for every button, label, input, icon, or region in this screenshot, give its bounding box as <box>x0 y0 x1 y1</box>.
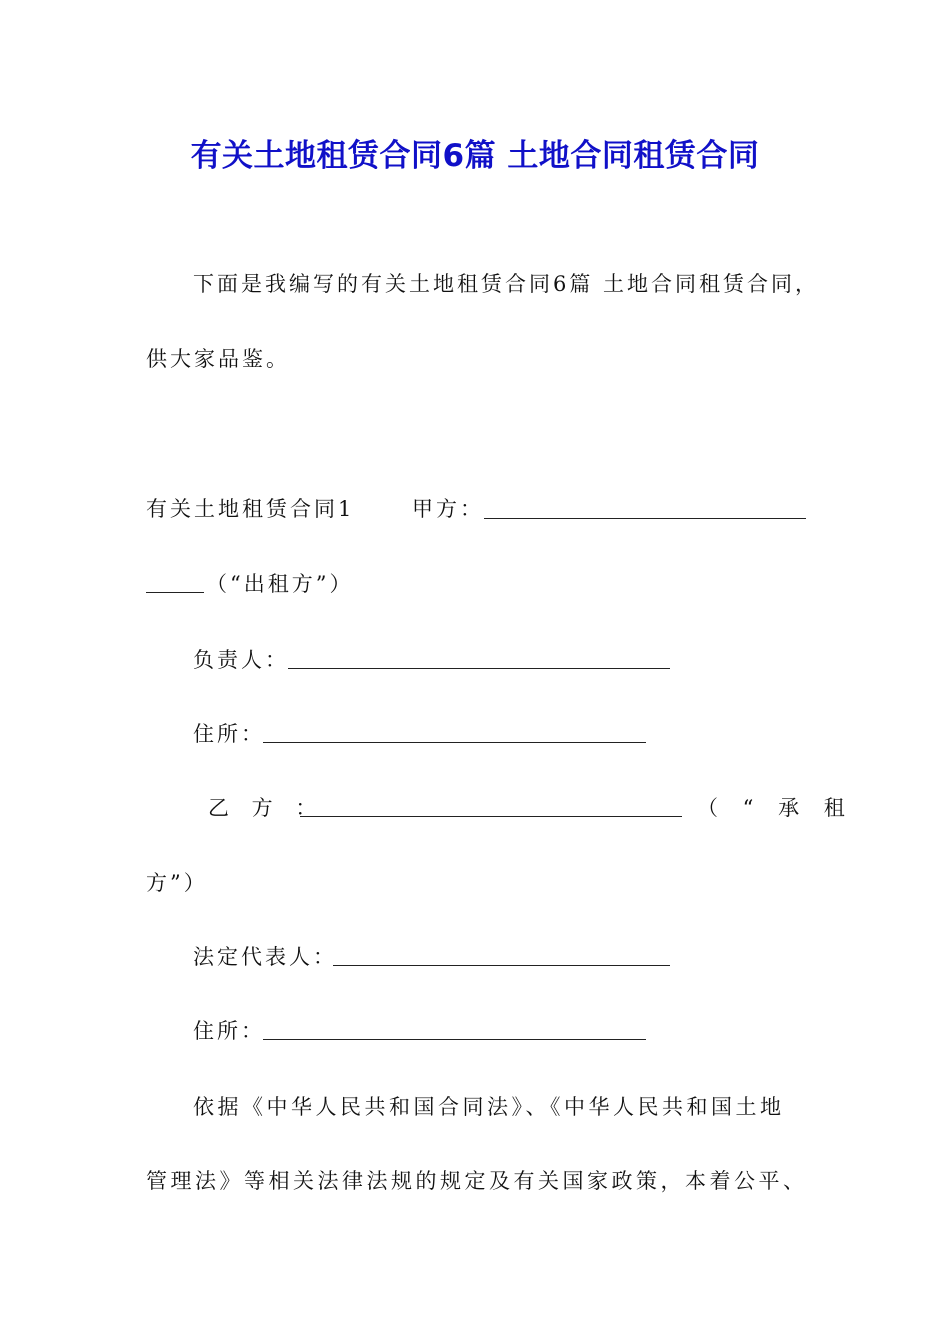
lessee-part-2: 方”） <box>146 871 208 895</box>
contract-heading: 有关土地租赁合同1 <box>146 497 355 521</box>
legal-rep-label: 法定代表人： <box>193 945 337 969</box>
basis-line-1: 依据《中华人民共和国合同法》、《中华人民共和国土地 <box>193 1095 785 1119</box>
address-label-a: 住所： <box>193 722 265 746</box>
party-a-blank-cont <box>146 572 204 593</box>
intro-line-2: 供大家品鉴。 <box>146 347 290 371</box>
party-a-blank <box>484 498 806 519</box>
address-blank-b <box>263 1019 646 1040</box>
legal-rep-blank <box>333 945 670 966</box>
basis-line-2: 管理法》等相关法律法规的规定及有关国家政策，本着公平、 <box>146 1169 808 1193</box>
responsible-label: 负责人： <box>193 648 289 672</box>
intro-line-1: 下面是我编写的有关土地租赁合同6篇 土地合同租赁合同， <box>193 272 820 296</box>
party-a-label: 甲方： <box>412 497 484 521</box>
lessee-part-1: （ “ 承 租 <box>697 796 854 820</box>
document-title: 有关土地租赁合同6篇 土地合同租赁合同 <box>190 138 760 174</box>
party-b-label: 乙 方 ： <box>208 796 325 820</box>
address-label-b: 住所： <box>193 1019 265 1043</box>
address-blank-a <box>263 722 646 743</box>
lessor-suffix: （“出租方”） <box>206 572 354 596</box>
party-b-blank <box>300 796 682 817</box>
responsible-blank <box>288 648 670 669</box>
